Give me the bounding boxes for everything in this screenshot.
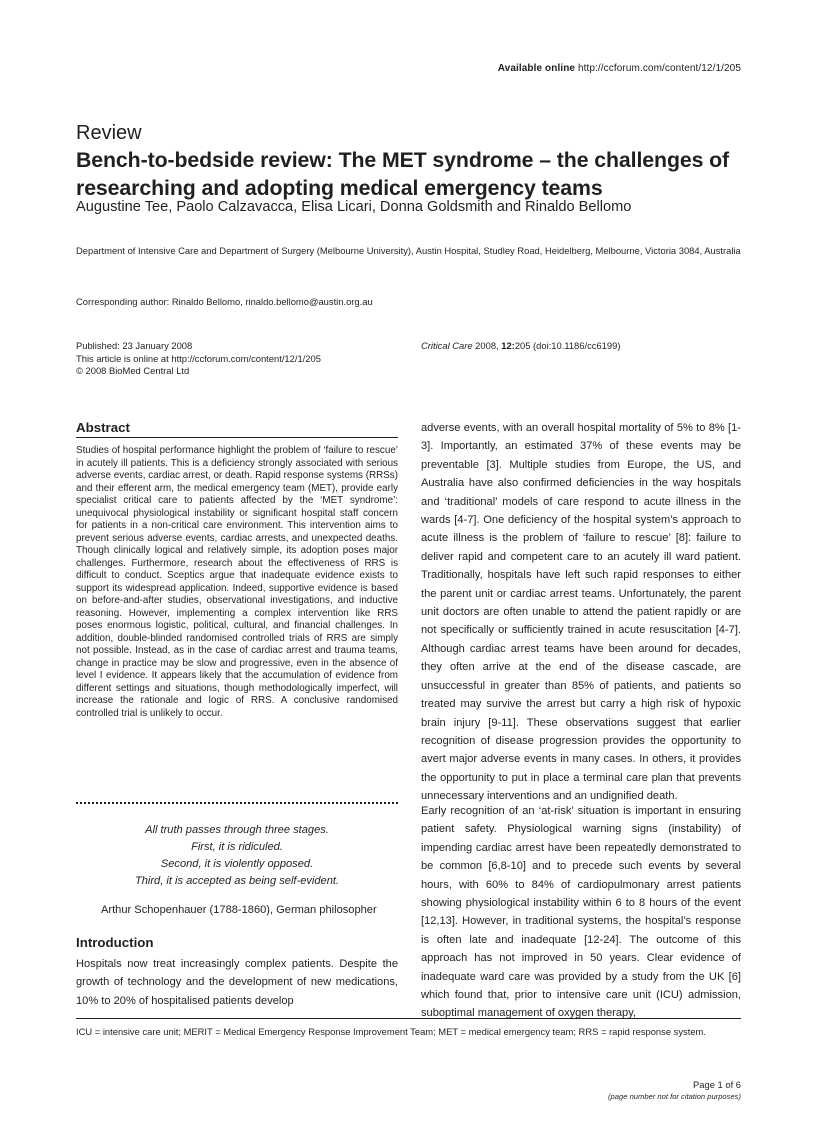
abstract-text: Studies of hospital performance highlight the problem of ‘failure to rescue’ in acutely ill patients. This is a deficiency strongly associated with serious adverse events, cardiac arrest, or death. Rapid response systems (RRSs) and their efferent arm, the medical emergency team (MET), provide early specialist critical care to patients affected by the ‘MET syndrome’: unequivocal physiological instability or significant hospital staff concern for patients in a non-critical care environment. This intervention aims to prevent serious adverse events, cardiac arrests, and unexpected deaths. Though clinically logical and relatively simple, its adoption poses major challenges. Furthermore, research about the effectiveness of RRS is difficult to conduct. Sceptics argue that inadequate evidence exists to support its widespread application. Indeed, supportive evidence is based on before-and-after studies, observational investigations, and inductive reasoning. However, implementing a complex intervention like RRS poses enormous logistic, political, cultural, and financial challenges. In addition, double-blinded randomised controlled trials of RRS are simply not possible. Instead, as in the case of cardiac arrest and trauma teams, change in practice may be slow and progressive, even in the absence of level I evidence. It appears likely that the accumulation of evidence from different settings and situations, though methodologically imperfect, will increase the rationale and logic of RRS. A conclusive randomised controlled trial is unlikely to occur. xyxy=(76,445,398,719)
abbreviations-footnote: ICU = intensive care unit; MERIT = Medical Emergency Response Improvement Team; MET = medical emergency team; RRS = rapid response system. xyxy=(76,1026,706,1037)
abstract-heading: Abstract xyxy=(76,420,130,435)
epigraph-line: All truth passes through three stages. xyxy=(145,824,329,836)
affiliation: Department of Intensive Care and Department of Surgery (Melbourne University), Austin Hospital, Studley Road, Heidelberg, Melbourne, Victoria 3084, Australia xyxy=(76,245,741,256)
article-title: Bench-to-bedside review: The MET syndrome – the challenges of researching and adopting medical emergency teams xyxy=(76,148,730,200)
citation xyxy=(421,340,620,351)
author-list: Augustine Tee, Paolo Calzavacca, Elisa Licari, Donna Goldsmith and Rinaldo Bellomo xyxy=(76,199,632,215)
introduction-paragraph: Hospitals now treat increasingly complex patients. Despite the growth of technology and the development of new medications, 10% to 20% of hospitalised patients develop xyxy=(76,958,398,1007)
body-paragraph: adverse events, with an overall hospital mortality of 5% to 8% [1-3]. Importantly, an estimated 37% of these events may be preventable [3]. Multiple studies from Europe, the US, and Australia have also confirmed deficiencies in the way hospitals and ‘traditional’ models of care respond to acute illness in the wards [4-7]. One deficiency of the hospital system’s approach to acute illness is the problem of ‘failure to rescue’ [8]: failure to deliver rapid and competent care to an acutely ill ward patient. Traditionally, hospitals have left such rapid responses to either the parent unit or cardiac arrest teams. Unfortunately, the parent unit doctors are often unable to attend the patient rapidly or are not specifically or sufficiently trained in acute resuscitation [4-7]. Although cardiac arrest teams have been around for decades, they often arrive at the end of the disease cascade, are unsuccessful in greater than 85% of patients, and patients so treated may survive the arrest but carry a high risk of hypoxic brain injury [9-11]. These observations suggest that earlier recognition of disease progression provides the opportunity to avert major adverse events in many cases. In others, it provides the opportunity to put in place a terminal care plan that prevents unnecessary interventions and an undignified death. xyxy=(421,422,741,803)
online-location: This article is online at http://ccforum.com/content/12/1/205 xyxy=(76,352,321,364)
body-paragraph: Early recognition of an ‘at-risk’ situation is important in ensuring patient safety. Physiological warning signs (instability) of impending cardiac arrest have been repeatedly demonstrated to be common [6,8-10] and to precede such events by several hours, with 60% to 84% of cardiopulmonary arrest patients showing physiological instability within 6 to 8 hours of the event [12,13]. However, in traditional systems, the hospital’s response is often late and inadequate [12-24]. The outcome of this approach has not improved in 50 years. Clear evidence of inadequate ward care was provided by a study from the UK [6] which found that, prior to intensive care unit (ICU) admission, suboptimal management of oxygen therapy, xyxy=(421,805,741,1020)
corresponding-author: Corresponding author: Rinaldo Bellomo, rinaldo.bellomo@austin.org.au xyxy=(76,296,373,307)
abstract-bottom-divider xyxy=(76,802,398,804)
article-url[interactable]: http://ccforum.com/content/12/1/205 xyxy=(577,63,741,74)
epigraph-line: Third, it is accepted as being self-evident. xyxy=(134,875,340,887)
epigraph-line: First, it is ridiculed. xyxy=(191,841,283,853)
citation-doi: 205 (doi:10.1186/cc6199) xyxy=(514,340,621,351)
epigraph-line: Second, it is violently opposed. xyxy=(160,858,314,870)
abstract-top-divider xyxy=(76,437,398,438)
available-online-label: Available online xyxy=(497,63,576,74)
publication-info xyxy=(76,340,321,378)
journal-availability-line xyxy=(498,63,741,74)
citation-volume: 12: xyxy=(501,340,515,351)
copyright: © 2008 BioMed Central Ltd xyxy=(76,365,190,376)
article-type: Review xyxy=(76,122,142,144)
epigraph xyxy=(76,822,398,890)
footnote-divider xyxy=(76,1018,741,1019)
introduction-heading: Introduction xyxy=(76,935,154,950)
citation-year: 2008, xyxy=(472,340,502,351)
page-number: Page 1 of 6 xyxy=(693,1079,741,1090)
published-date: Published: 23 January 2008 xyxy=(76,340,193,351)
page-number-note: (page number not for citation purposes) xyxy=(608,1092,741,1101)
citation-journal: Critical Care xyxy=(421,340,473,351)
epigraph-attribution: Arthur Schopenhauer (1788-1860), German philosopher xyxy=(101,904,377,916)
